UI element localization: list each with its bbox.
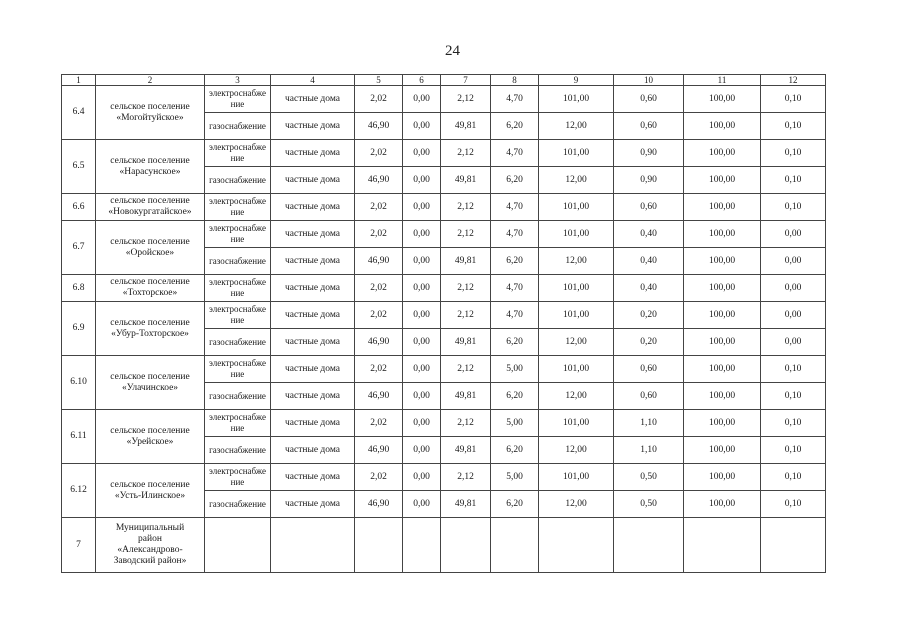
value-col-9: 101,00	[539, 140, 614, 167]
value-col-8: 4,70	[491, 140, 539, 167]
value-col-8: 4,70	[491, 302, 539, 329]
value-col-12: 0,10	[761, 356, 826, 383]
value-col-8: 6,20	[491, 167, 539, 194]
row-number: 6.4	[62, 86, 96, 140]
column-number: 10	[614, 75, 684, 86]
value-col-11: 100,00	[684, 383, 761, 410]
value-col-10: 0,40	[614, 248, 684, 275]
settlement-name-line: сельское поселение	[110, 196, 190, 206]
value-col-11: 100,00	[684, 113, 761, 140]
value-col-12: 0,10	[761, 410, 826, 437]
housing-type: частные дома	[271, 221, 355, 248]
value-col-5: 46,90	[355, 491, 403, 518]
column-number: 8	[491, 75, 539, 86]
value-col-11: 100,00	[684, 437, 761, 464]
settlement-name-line: «Убур-Тохторское»	[111, 328, 189, 339]
row-number: 6.10	[62, 356, 96, 410]
value-col-9: 12,00	[539, 167, 614, 194]
district-name-line: Заводский район»	[113, 556, 187, 566]
value-col-6: 0,00	[403, 275, 441, 302]
settlement-name	[96, 140, 205, 194]
value-col-11: 100,00	[684, 329, 761, 356]
row-number: 6.9	[62, 302, 96, 356]
value-col-12: 0,10	[761, 437, 826, 464]
value-col-8: 6,20	[491, 248, 539, 275]
settlement-name-line: «Урейское»	[126, 436, 174, 447]
utility-service: электроснабжение	[205, 302, 271, 329]
value-col-12: 0,10	[761, 167, 826, 194]
district-name-line: Муниципальный	[115, 523, 185, 533]
value-col-10: 0,60	[614, 86, 684, 113]
housing-type: частные дома	[271, 140, 355, 167]
value-col-12: 0,10	[761, 140, 826, 167]
utility-service: газоснабжение	[205, 329, 271, 356]
value-col-12: 0,10	[761, 194, 826, 221]
value-col-8: 4,70	[491, 221, 539, 248]
column-number: 6	[403, 75, 441, 86]
value-col-11: 100,00	[684, 356, 761, 383]
table-row	[62, 410, 826, 437]
table-row	[62, 140, 826, 167]
empty-cell	[491, 518, 539, 573]
value-col-5: 2,02	[355, 194, 403, 221]
value-col-5: 46,90	[355, 248, 403, 275]
value-col-9: 12,00	[539, 437, 614, 464]
value-col-12: 0,10	[761, 86, 826, 113]
settlement-name	[96, 302, 205, 356]
value-col-8: 4,70	[491, 194, 539, 221]
settlement-name	[96, 86, 205, 140]
empty-cell	[761, 518, 826, 573]
district-name-line: «Александрово-	[117, 545, 183, 555]
row-number: 6.7	[62, 221, 96, 275]
value-col-10: 1,10	[614, 410, 684, 437]
value-col-7: 2,12	[441, 86, 491, 113]
value-col-11: 100,00	[684, 491, 761, 518]
housing-type: частные дома	[271, 302, 355, 329]
value-col-6: 0,00	[403, 167, 441, 194]
column-number-row	[62, 75, 826, 86]
value-col-12: 0,10	[761, 113, 826, 140]
column-number: 2	[96, 75, 205, 86]
data-table	[61, 74, 826, 573]
value-col-6: 0,00	[403, 491, 441, 518]
empty-cell	[539, 518, 614, 573]
housing-type: частные дома	[271, 383, 355, 410]
utility-service: газоснабжение	[205, 167, 271, 194]
utility-service: электроснабжение	[205, 194, 271, 221]
settlement-name-line: сельское поселение	[110, 425, 190, 436]
table-row	[62, 86, 826, 113]
table-row	[62, 356, 826, 383]
utility-service: газоснабжение	[205, 248, 271, 275]
settlement-name	[96, 194, 205, 221]
value-col-8: 5,00	[491, 356, 539, 383]
district-name	[96, 518, 205, 573]
value-col-8: 4,70	[491, 275, 539, 302]
value-col-9: 12,00	[539, 113, 614, 140]
value-col-10: 0,20	[614, 329, 684, 356]
value-col-5: 2,02	[355, 464, 403, 491]
utility-service: электроснабжение	[205, 86, 271, 113]
value-col-10: 0,50	[614, 491, 684, 518]
column-number: 7	[441, 75, 491, 86]
housing-type: частные дома	[271, 491, 355, 518]
value-col-10: 0,90	[614, 167, 684, 194]
housing-type: частные дома	[271, 275, 355, 302]
value-col-6: 0,00	[403, 221, 441, 248]
value-col-5: 2,02	[355, 275, 403, 302]
housing-type: частные дома	[271, 437, 355, 464]
table-body	[62, 75, 826, 573]
utility-service: газоснабжение	[205, 113, 271, 140]
value-col-5: 2,02	[355, 86, 403, 113]
empty-cell	[271, 518, 355, 573]
district-name-line: район	[138, 534, 162, 544]
column-number: 4	[271, 75, 355, 86]
value-col-10: 0,90	[614, 140, 684, 167]
value-col-6: 0,00	[403, 86, 441, 113]
value-col-10: 0,20	[614, 302, 684, 329]
utility-service: газоснабжение	[205, 383, 271, 410]
column-number: 1	[62, 75, 96, 86]
value-col-10: 0,60	[614, 383, 684, 410]
value-col-8: 5,00	[491, 464, 539, 491]
settlement-name-line: «Тохторское»	[122, 288, 178, 298]
settlement-name-line: сельское поселение	[110, 371, 190, 382]
row-number: 6.5	[62, 140, 96, 194]
row-number: 6.12	[62, 464, 96, 518]
settlement-name-line: «Улачинское»	[121, 382, 179, 393]
settlement-name-line: «Нарасунское»	[119, 166, 181, 177]
value-col-7: 2,12	[441, 410, 491, 437]
value-col-11: 100,00	[684, 275, 761, 302]
value-col-11: 100,00	[684, 167, 761, 194]
value-col-6: 0,00	[403, 437, 441, 464]
settlement-name	[96, 275, 205, 302]
value-col-11: 100,00	[684, 248, 761, 275]
table-row	[62, 221, 826, 248]
housing-type: частные дома	[271, 194, 355, 221]
value-col-11: 100,00	[684, 302, 761, 329]
settlement-name	[96, 356, 205, 410]
row-number: 7	[62, 518, 96, 573]
table-row	[62, 302, 826, 329]
row-number: 6.8	[62, 275, 96, 302]
value-col-10: 1,10	[614, 437, 684, 464]
value-col-6: 0,00	[403, 194, 441, 221]
value-col-8: 6,20	[491, 329, 539, 356]
value-col-8: 5,00	[491, 410, 539, 437]
table-row	[62, 464, 826, 491]
value-col-5: 46,90	[355, 383, 403, 410]
value-col-10: 0,60	[614, 194, 684, 221]
table-row	[62, 275, 826, 302]
value-col-7: 2,12	[441, 221, 491, 248]
utility-service: газоснабжение	[205, 437, 271, 464]
value-col-11: 100,00	[684, 221, 761, 248]
value-col-10: 0,60	[614, 356, 684, 383]
value-col-11: 100,00	[684, 410, 761, 437]
row-number: 6.11	[62, 410, 96, 464]
value-col-7: 2,12	[441, 302, 491, 329]
settlement-name-line: сельское поселение	[110, 479, 190, 490]
value-col-6: 0,00	[403, 140, 441, 167]
value-col-7: 2,12	[441, 194, 491, 221]
housing-type: частные дома	[271, 248, 355, 275]
housing-type: частные дома	[271, 410, 355, 437]
value-col-9: 12,00	[539, 248, 614, 275]
value-col-5: 2,02	[355, 221, 403, 248]
value-col-9: 101,00	[539, 464, 614, 491]
value-col-7: 49,81	[441, 491, 491, 518]
value-col-12: 0,10	[761, 383, 826, 410]
housing-type: частные дома	[271, 329, 355, 356]
value-col-12: 0,00	[761, 221, 826, 248]
column-number: 12	[761, 75, 826, 86]
value-col-9: 101,00	[539, 356, 614, 383]
utility-service: электроснабжение	[205, 356, 271, 383]
value-col-12: 0,00	[761, 329, 826, 356]
value-col-6: 0,00	[403, 464, 441, 491]
settlement-name-line: сельское поселение	[110, 277, 190, 287]
settlement-name-line: сельское поселение	[110, 236, 190, 247]
row-number: 6.6	[62, 194, 96, 221]
utility-service: газоснабжение	[205, 491, 271, 518]
housing-type: частные дома	[271, 356, 355, 383]
value-col-9: 101,00	[539, 275, 614, 302]
value-col-9: 101,00	[539, 194, 614, 221]
value-col-11: 100,00	[684, 194, 761, 221]
value-col-9: 12,00	[539, 491, 614, 518]
value-col-10: 0,40	[614, 221, 684, 248]
column-number: 5	[355, 75, 403, 86]
value-col-7: 2,12	[441, 356, 491, 383]
empty-cell	[614, 518, 684, 573]
value-col-9: 12,00	[539, 383, 614, 410]
settlement-name-line: «Усть-Илинское»	[114, 490, 186, 501]
value-col-9: 12,00	[539, 329, 614, 356]
value-col-8: 6,20	[491, 437, 539, 464]
empty-cell	[684, 518, 761, 573]
value-col-5: 2,02	[355, 302, 403, 329]
value-col-9: 101,00	[539, 410, 614, 437]
housing-type: частные дома	[271, 167, 355, 194]
utility-service: электроснабжение	[205, 275, 271, 302]
value-col-6: 0,00	[403, 302, 441, 329]
value-col-11: 100,00	[684, 140, 761, 167]
value-col-10: 0,60	[614, 113, 684, 140]
value-col-12: 0,10	[761, 491, 826, 518]
value-col-6: 0,00	[403, 248, 441, 275]
page-number: 24	[445, 43, 460, 59]
value-col-11: 100,00	[684, 464, 761, 491]
value-col-5: 46,90	[355, 167, 403, 194]
value-col-6: 0,00	[403, 329, 441, 356]
settlement-name-line: «Могойтуйское»	[116, 112, 184, 123]
settlement-name-line: сельское поселение	[110, 317, 190, 328]
empty-cell	[205, 518, 271, 573]
value-col-7: 49,81	[441, 113, 491, 140]
value-col-11: 100,00	[684, 86, 761, 113]
value-col-7: 2,12	[441, 464, 491, 491]
empty-cell	[355, 518, 403, 573]
value-col-8: 4,70	[491, 86, 539, 113]
housing-type: частные дома	[271, 113, 355, 140]
value-col-12: 0,10	[761, 464, 826, 491]
column-number: 9	[539, 75, 614, 86]
column-number: 3	[205, 75, 271, 86]
value-col-6: 0,00	[403, 410, 441, 437]
settlement-name	[96, 221, 205, 275]
utility-service: электроснабжение	[205, 221, 271, 248]
value-col-9: 101,00	[539, 221, 614, 248]
value-col-8: 6,20	[491, 383, 539, 410]
settlement-name-line: сельское поселение	[110, 155, 190, 166]
empty-cell	[441, 518, 491, 573]
value-col-5: 2,02	[355, 140, 403, 167]
value-col-5: 2,02	[355, 356, 403, 383]
settlement-name-line: «Оройское»	[125, 247, 175, 258]
value-col-5: 2,02	[355, 410, 403, 437]
utility-service: электроснабжение	[205, 410, 271, 437]
value-col-8: 6,20	[491, 491, 539, 518]
value-col-6: 0,00	[403, 113, 441, 140]
value-col-7: 49,81	[441, 167, 491, 194]
settlement-name-line: «Новокургатайское»	[108, 207, 192, 217]
value-col-10: 0,40	[614, 275, 684, 302]
settlement-name	[96, 464, 205, 518]
value-col-7: 2,12	[441, 275, 491, 302]
value-col-8: 6,20	[491, 113, 539, 140]
value-col-9: 101,00	[539, 302, 614, 329]
settlement-name-line: сельское поселение	[110, 101, 190, 112]
table-row	[62, 194, 826, 221]
value-col-7: 49,81	[441, 383, 491, 410]
value-col-12: 0,00	[761, 302, 826, 329]
empty-cell	[403, 518, 441, 573]
utility-service: электроснабжение	[205, 464, 271, 491]
column-number: 11	[684, 75, 761, 86]
value-col-9: 101,00	[539, 86, 614, 113]
value-col-6: 0,00	[403, 383, 441, 410]
utility-service: электроснабжение	[205, 140, 271, 167]
value-col-5: 46,90	[355, 437, 403, 464]
value-col-6: 0,00	[403, 356, 441, 383]
value-col-7: 49,81	[441, 248, 491, 275]
value-col-12: 0,00	[761, 248, 826, 275]
housing-type: частные дома	[271, 86, 355, 113]
value-col-5: 46,90	[355, 329, 403, 356]
value-col-5: 46,90	[355, 113, 403, 140]
value-col-7: 2,12	[441, 140, 491, 167]
settlement-name	[96, 410, 205, 464]
value-col-7: 49,81	[441, 329, 491, 356]
table-row	[62, 518, 826, 573]
value-col-10: 0,50	[614, 464, 684, 491]
housing-type: частные дома	[271, 464, 355, 491]
value-col-12: 0,00	[761, 275, 826, 302]
value-col-7: 49,81	[441, 437, 491, 464]
